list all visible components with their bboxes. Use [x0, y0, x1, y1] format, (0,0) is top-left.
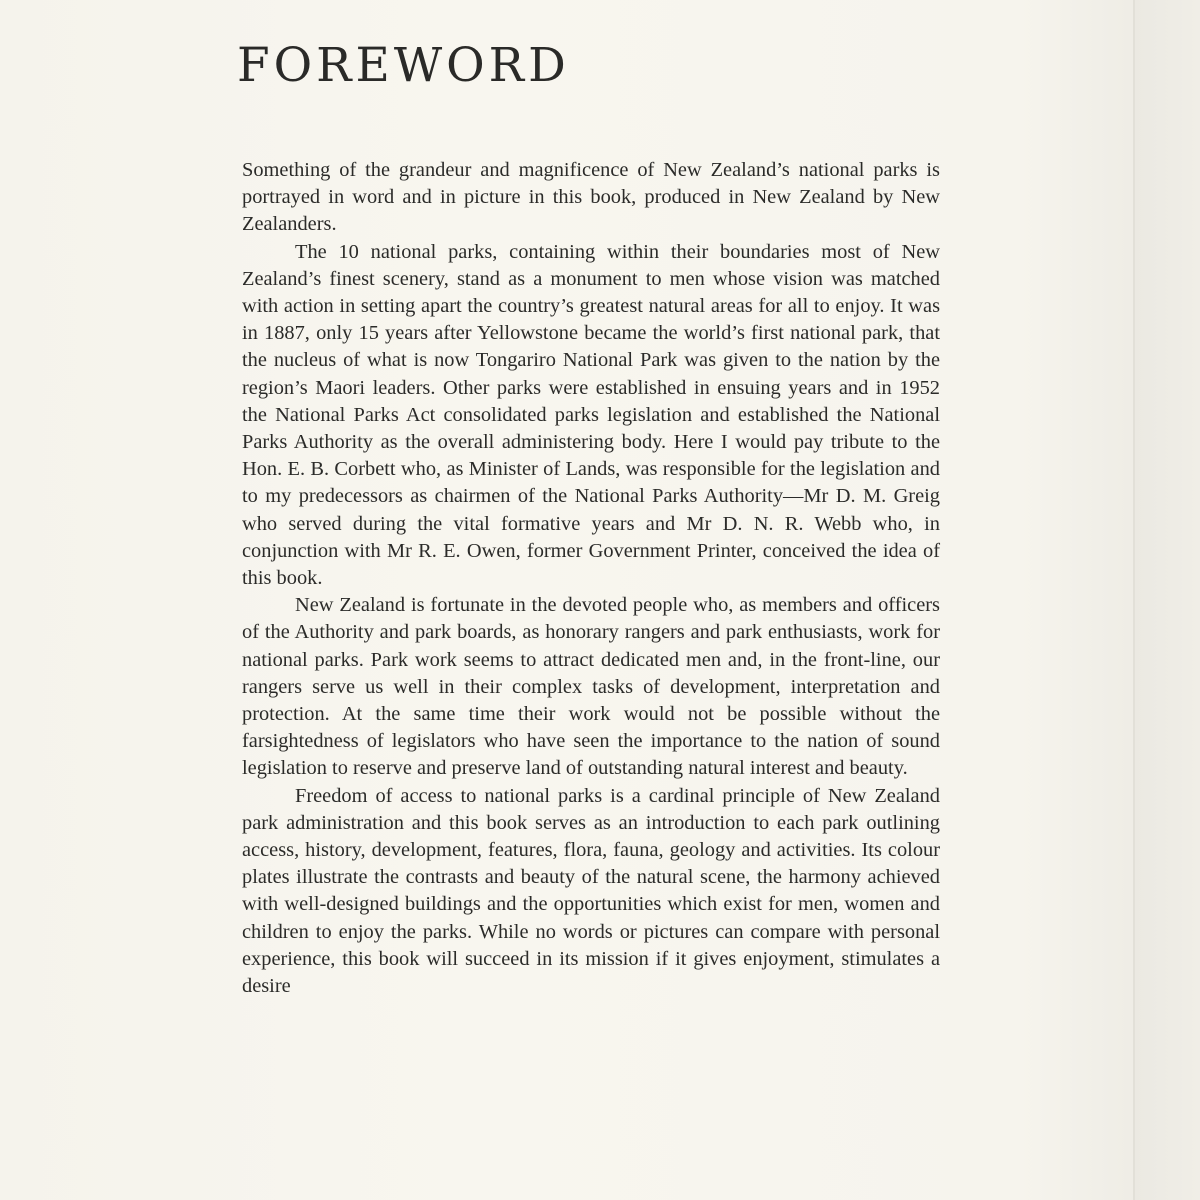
page-edge-shadow: [1135, 0, 1200, 1200]
paragraph-3: New Zealand is fortunate in the devoted people who, as members and officers of the Authority and park boards, as honorary rangers and park enthusiasts, work for national parks. Park work seems to attract dedicated men and, in the front-line, our rangers serve us well in their complex tasks of development, interpretation and protection. At the same time their work would not be possible without the farsightedness of legislators who have seen the importance to the nation of sound legislation to reserve and preserve land of outstanding natural interest and beauty.: [242, 594, 940, 780]
paragraph-1: Something of the grandeur and magnificence of New Zealand’s national parks is portrayed in word and in picture in this book, produced in New Zealand by New Zealanders.: [242, 159, 940, 236]
paragraph-2: The 10 national parks, containing within their boundaries most of New Zealand’s finest scenery, stand as a monument to men whose vision was matched with action in setting apart the country’s greatest natural areas for all to enjoy. It was in 1887, only 15 years after Yellowstone became the world’s first national park, that the nucleus of what is now Tongariro National Park was given to the nation by the region’s Maori leaders. Other parks were established in ensuing years and in 1952 the National Parks Act consolidated parks legislation and established the National Parks Authority as the overall administering body. Here I would pay tribute to the Hon. E. B. Corbett who, as Minister of Lands, was responsible for the legislation and to my predecessors as chairmen of the National Parks Authority—Mr D. M. Greig who served during the vital formative years and Mr D. N. R. Webb who, in conjunction with Mr R. E. Owen, former Government Printer, conceived the idea of this book.: [242, 240, 940, 590]
page-edge: [1133, 0, 1135, 1200]
page-heading: FOREWORD: [237, 38, 570, 93]
foreword-body: [242, 157, 940, 1000]
paragraph-4: Freedom of access to national parks is a cardinal principle of New Zealand park administration and this book serves as an introduction to each park outlining access, history, development, features, flora, fauna, geology and activities. Its colour plates illustrate the contrasts and beauty of the natural scene, the harmony achieved with well-designed buildings and the opportunities which exist for men, women and children to enjoy the parks. While no words or pictures can compare with personal experience, this book will succeed in its mission if it gives enjoyment, stimulates a desire: [242, 784, 940, 998]
